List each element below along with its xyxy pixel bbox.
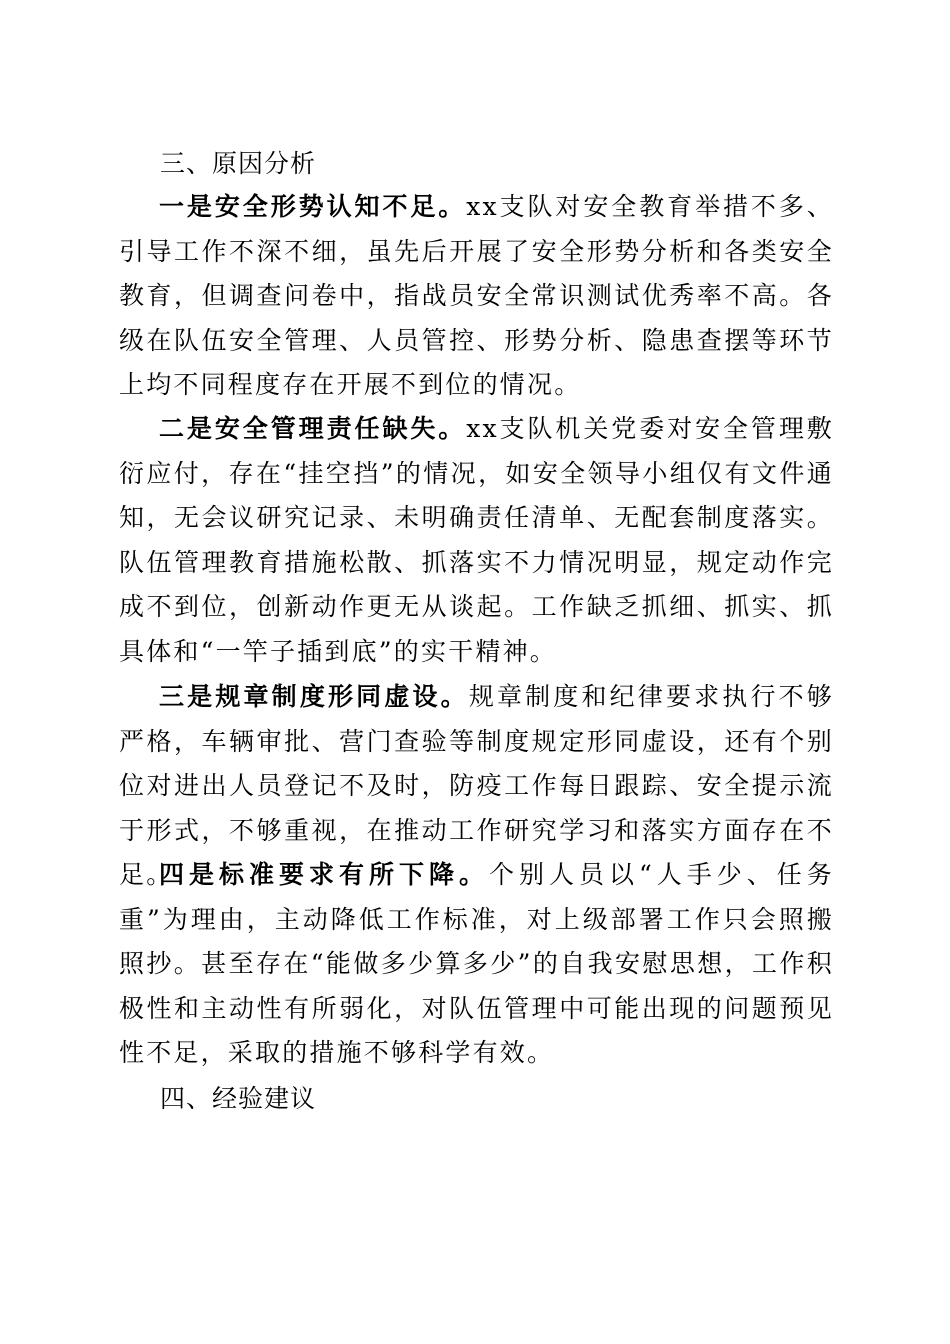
paragraph-safety-awareness [119,185,834,408]
paragraph-lead: 三是规章制度形同虚设。 [159,682,469,711]
paragraph-body: xx支队机关党委对安全管理敷衍应付，存在“挂空挡”的情况，如安全领导小组仅有文件通知，无会议研究记录、未明确责任清单、无配套制度落实。队伍管理教育措施松散、抓落实不力情况明显，规定动作完成不到位，创新动作更无从谈起。工作缺乏抓细、抓实、抓具体和“一竿子插到底”的实干精神。 [119,414,834,666]
section-heading-cause-analysis: 三、原因分析 [160,149,317,178]
paragraph-lead: 二是安全管理责任缺失。 [159,414,467,443]
paragraph-body: xx支队对安全教育举措不多、引导工作不深不细，虽先后开展了安全形势分析和各类安全教育，但调查问卷中，指战员安全常识测试优秀率不高。各级在队伍安全管理、人员管控、形势分析、隐患查摆等环节上均不同程度存在开展不到位的情况。 [119,192,834,400]
paragraph-body: 规章制度和纪律要求执行不够严格，车辆审批、营门查验等制度规定形同虚设，还有个别位对进出人员登记不及时，防疫工作每日跟踪、安全提示流于形式，不够重视，在推动工作研究学习和落实方面存在不足。 [119,682,834,890]
section-heading-recommendations: 四、经验建议 [160,1084,317,1113]
paragraph-body: 个别人员以“人手少、任务重”为理由，主动降低工作标准，对上级部署工作只会照搬照抄。甚至存在“能做多少算多少”的自我安慰思想，工作积极性和主动性有所弱化，对队伍管理中可能出现的问题预见性不足，采取的措施不够科学有效。 [119,860,835,1068]
paragraph-management-responsibility [119,407,834,675]
paragraph-lead: 一是安全形势认知不足。 [159,192,467,221]
paragraph-lead: 四是标准要求有所下降。 [159,860,490,889]
paragraph-standards [119,853,834,1076]
